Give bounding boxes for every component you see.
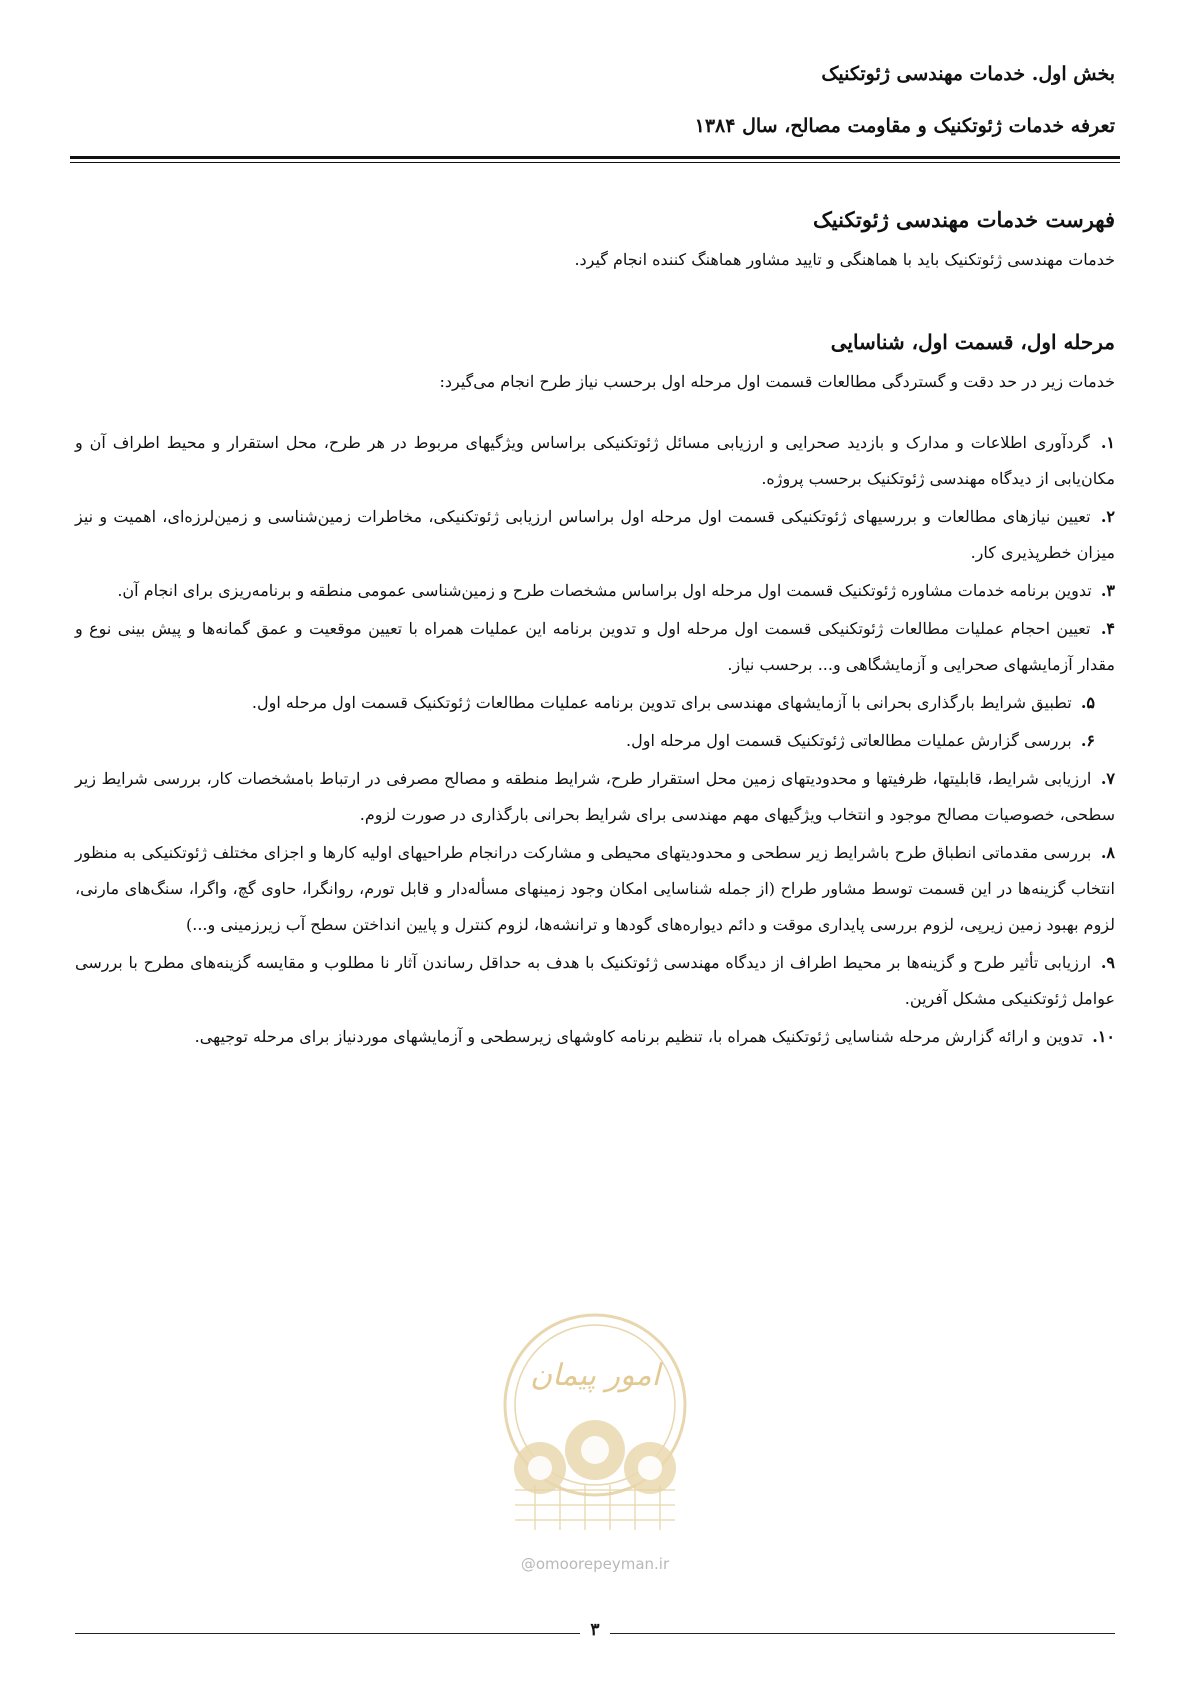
list-item — [75, 835, 1115, 943]
item-number: ۶. — [1080, 731, 1095, 750]
services-list — [75, 425, 1115, 1055]
page-number: ۳ — [590, 1620, 600, 1640]
item-number: ۵. — [1080, 693, 1095, 712]
item-text: گردآوری اطلاعات و مدارک و بازدید صحرایی و ارزیابی مسائل ژئوتکنیکی براساس ویژگیهای مربوط در هر طرح، محل استقرار و محیط اطراف آن و مکان‌یابی از دیدگاه مهندسی ژئوتکنیک برحسب پروژه. — [75, 433, 1115, 488]
list-item — [75, 499, 1115, 571]
list-item — [75, 425, 1115, 497]
header-doc-title: تعرفه خدمات ژئوتکنیک و مقاومت مصالح، سال ۱۳۸۴ — [694, 115, 1115, 137]
item-text: تدوین و ارائه گزارش مرحله شناسایی ژئوتکنیک همراه با، تنظیم برنامه کاوشهای زیرسطحی و آزمایشهای موردنیاز برای مرحله توجیهی. — [194, 1027, 1084, 1046]
list-item — [75, 761, 1115, 833]
list-item — [75, 611, 1115, 683]
header-divider-thin — [70, 162, 1120, 163]
section-title: فهرست خدمات مهندسی ژئوتکنیک — [812, 207, 1115, 232]
item-text: تدوین برنامه خدمات مشاوره ژئوتکنیک قسمت اول مرحله اول براساس مشخصات طرح و زمین‌شناسی عمومی منطقه و برنامه‌ریزی برای انجام آن. — [117, 581, 1092, 600]
stage-description: خدمات زیر در حد دقت و گستردگی مطالعات قسمت اول مرحله اول برحسب نیاز طرح انجام می‌گیرد: — [439, 372, 1115, 391]
watermark-logo-text: امور پیمان — [530, 1358, 660, 1393]
item-text: تعیین احجام عملیات مطالعات ژئوتکنیکی قسمت اول مرحله اول و تدوین برنامه این عملیات همراه با تعیین موقعیت و عمق گمانه‌ها و پیش بینی نوع و مقدار آزمایشهای صحرایی و آزمایشگاهی و... برحسب نیاز. — [75, 619, 1115, 674]
list-item — [75, 723, 1115, 759]
header-part-title: بخش اول. خدمات مهندسی ژئوتکنیک — [821, 63, 1115, 85]
stage-title: مرحله اول، قسمت اول، شناسایی — [830, 330, 1115, 354]
item-text: بررسی گزارش عملیات مطالعاتی ژئوتکنیک قسمت اول مرحله اول. — [626, 731, 1072, 750]
watermark-emblem-icon — [490, 1300, 700, 1550]
item-number: ۱۰. — [1092, 1027, 1115, 1046]
item-number: ۱. — [1100, 433, 1116, 452]
item-number: ۷. — [1100, 769, 1115, 788]
page-content — [75, 205, 1115, 1057]
item-number: ۳. — [1100, 581, 1115, 600]
page-header — [75, 60, 1115, 140]
item-number: ۸. — [1100, 843, 1116, 862]
list-item — [75, 685, 1115, 721]
list-item — [75, 945, 1115, 1017]
header-divider-thick — [70, 156, 1120, 159]
list-item — [75, 1019, 1115, 1055]
item-number: ۲. — [1100, 507, 1115, 526]
item-text: تعیین نیازهای مطالعات و بررسیهای ژئوتکنیکی قسمت اول مرحله اول براساس ارزیابی ژئوتکنیکی، مخاطرات زمین‌شناسی و زمین‌لرزه‌ای، اهمیت و نیز میزان خطرپذیری کار. — [75, 507, 1115, 562]
item-text: تطبیق شرایط بارگذاری بحرانی با آزمایشهای مهندسی برای تدوین برنامه عملیات مطالعات ژئوتکنیک قسمت اول مرحله اول. — [251, 693, 1072, 712]
watermark-caption: @omoorepeyman.ir — [520, 1555, 670, 1573]
item-text: بررسی مقدماتی انطباق طرح باشرایط زیر سطحی و محدودیتهای محیطی و مشارکت درانجام طراحیهای اولیه کارها و اجزای مختلف ژئوتکنیکی به منظور انتخاب گزینه‌ها در این قسمت توسط مشاور طراح (از جمله شناسایی امکان وجود زمینهای مسأله‌دار و قابل تورم، روانگرا، حاوی گچ، واگرا، سنگ‌های مارنی، لزوم بهبود زمین زیرپی، لزوم بررسی پایداری موقت و دائم دیواره‌های گودها و ترانشه‌ها، لزوم کنترل و پایین انداختن سطح آب زیرزمینی و...) — [75, 843, 1115, 934]
item-number: ۹. — [1100, 953, 1115, 972]
section-description: خدمات مهندسی ژئوتکنیک باید با هماهنگی و تایید مشاور هماهنگ کننده انجام گیرد. — [574, 250, 1115, 269]
list-item — [75, 573, 1115, 609]
item-text: ارزیابی شرایط، قابلیتها، ظرفیتها و محدودیتهای زمین محل استقرار طرح، شرایط منطقه و مصالح مصرفی در ارتباط بامشخصات کار، بررسی شرایط زیر سطحی، خصوصیات مصالح موجود و انتخاب ویژگیهای مهم مهندسی برای شرایط بحرانی بارگذاری در صورت لزوم. — [75, 769, 1115, 824]
item-number: ۴. — [1100, 619, 1115, 638]
watermark-logo — [490, 1300, 700, 1573]
item-text: ارزیابی تأثیر طرح و گزینه‌ها بر محیط اطراف از دیدگاه مهندسی ژئوتکنیک با هدف به حداقل رساندن آثار نا مطلوب و مقایسه گزینه‌های مطرح با بررسی عوامل ژئوتکنیکی مشکل آفرین. — [75, 953, 1115, 1008]
